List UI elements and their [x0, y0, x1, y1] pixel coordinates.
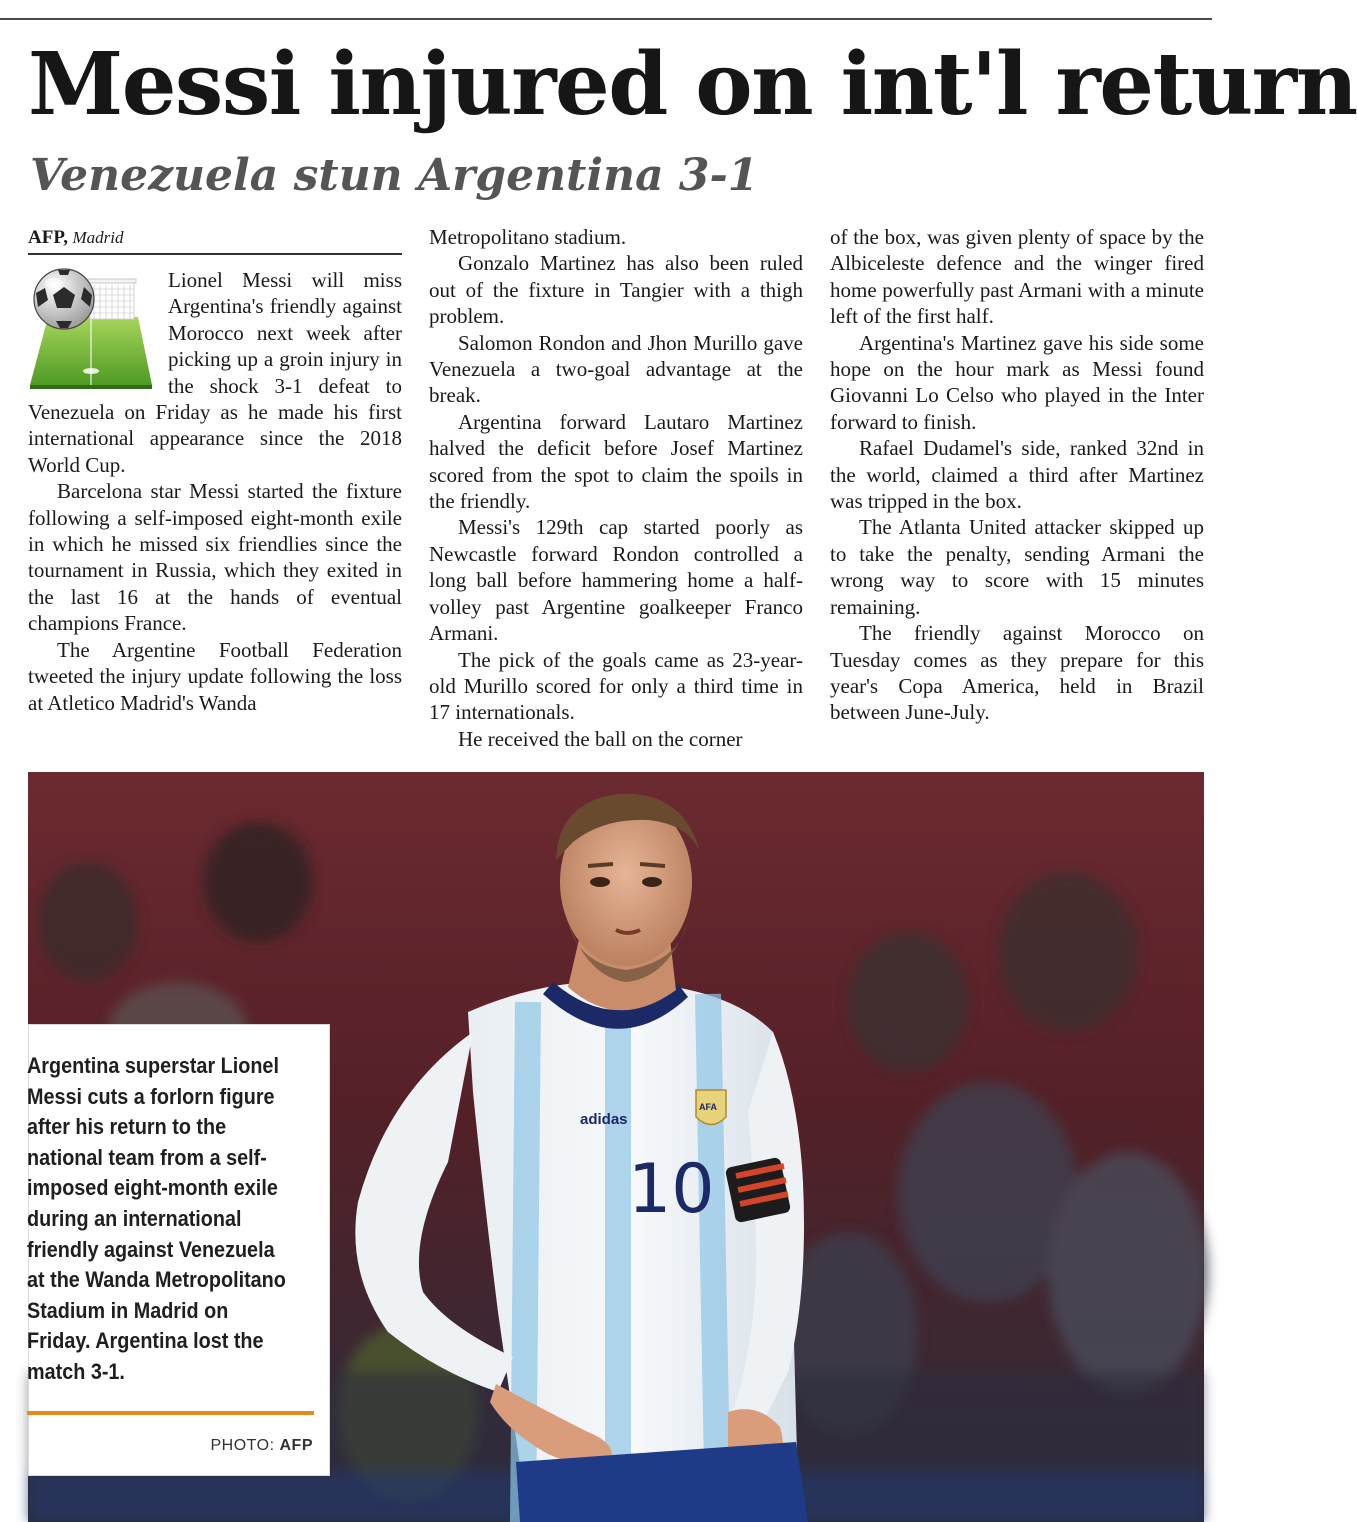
article-column-3 — [830, 224, 1204, 726]
photo-credit — [211, 1437, 314, 1455]
byline-city: Madrid — [72, 228, 124, 247]
subheadline: Venezuela stun Argentina 3-1 — [30, 150, 759, 201]
article-paragraph: The friendly against Morocco on Tuesday comes as they prepare for this year's Copa America, held in Brazil between June-July. — [830, 621, 1204, 725]
article-column-2 — [429, 224, 803, 752]
article-paragraph: Argentina's Martinez gave his side some hope on the hour mark as Messi found Giovanni Lo Celso who played in the Inter forward to finish. — [830, 330, 1204, 434]
photo-caption: Argentina superstar Lionel Messi cuts a forlorn figure after his return to the national team from a self-imposed eight-month exile during an international friendly against Venezuela at the Wanda Metropolitano Stadium in Madrid on Friday. Argentina lost the match 3-1. — [27, 1053, 286, 1384]
byline — [28, 224, 402, 255]
top-rule — [0, 18, 1212, 20]
shirt-brand: adidas — [580, 1111, 628, 1128]
photo-credit-label: PHOTO: — [210, 1437, 275, 1454]
article-paragraph: Metropolitano stadium. — [429, 225, 627, 249]
article-paragraph: He received the ball on the corner — [458, 726, 743, 751]
caption-accent-rule — [27, 1411, 314, 1415]
article-paragraph: Barcelona star Messi started the fixture following a self-imposed eight-month exile in which he missed six friendlies since the tournament in Russia, which they exited in the last 16 at the hands of eventual champions France. — [28, 479, 402, 636]
article-column-1 — [28, 224, 402, 716]
article-paragraph: Gonzalo Martinez has also been ruled out of the fixture in Tangier with a thigh problem. — [429, 251, 803, 329]
news-photo — [28, 772, 1204, 1522]
football-goal-icon — [28, 267, 156, 389]
article-paragraph: The Atlanta United attacker skipped up to take the penalty, sending Armani the wrong way to score with 15 minutes remaining. — [830, 515, 1204, 619]
article-paragraph: of the box, was given plenty of space by the Albiceleste defence and the winger fired home powerfully past Armani with a minute left of the first half. — [830, 225, 1204, 329]
afa-crest-text: AFA — [699, 1102, 717, 1112]
article-paragraph: The Argentine Football Federation tweeted the injury update following the loss at Atletico Madrid's Wanda — [28, 637, 402, 715]
article-paragraph: Lionel Messi will miss Argentina's friendly against Morocco next week after picking up a groin injury in the shock 3-1 defeat to Venezuela on Friday as he made his first international appearance since the 2018 World Cup. — [28, 268, 402, 477]
photo-caption-box — [28, 1024, 330, 1476]
article-paragraph: Messi's 129th cap started poorly as Newcastle forward Rondon controlled a long ball before hammering home a half-volley past Argentine goalkeeper Franco Armani. — [429, 515, 803, 646]
article-paragraph: Rafael Dudamel's side, ranked 32nd in the world, claimed a third after Martinez was tripped in the box. — [830, 436, 1204, 514]
article-paragraph: The pick of the goals came as 23-year-old Murillo scored for only a third time in 17 internationals. — [429, 647, 803, 725]
byline-agency: AFP, — [28, 227, 68, 248]
article-paragraph: Salomon Rondon and Jhon Murillo gave Venezuela a two-goal advantage at the break. — [429, 330, 803, 408]
headline: Messi injured on int'l return — [28, 34, 1357, 135]
article-paragraph: Argentina forward Lautaro Martinez halved the deficit before Josef Martinez scored from the spot to claim the spoils in the friendly. — [429, 409, 803, 514]
shirt-number: 10 — [628, 1150, 715, 1229]
photo-credit-source: AFP — [279, 1437, 313, 1454]
